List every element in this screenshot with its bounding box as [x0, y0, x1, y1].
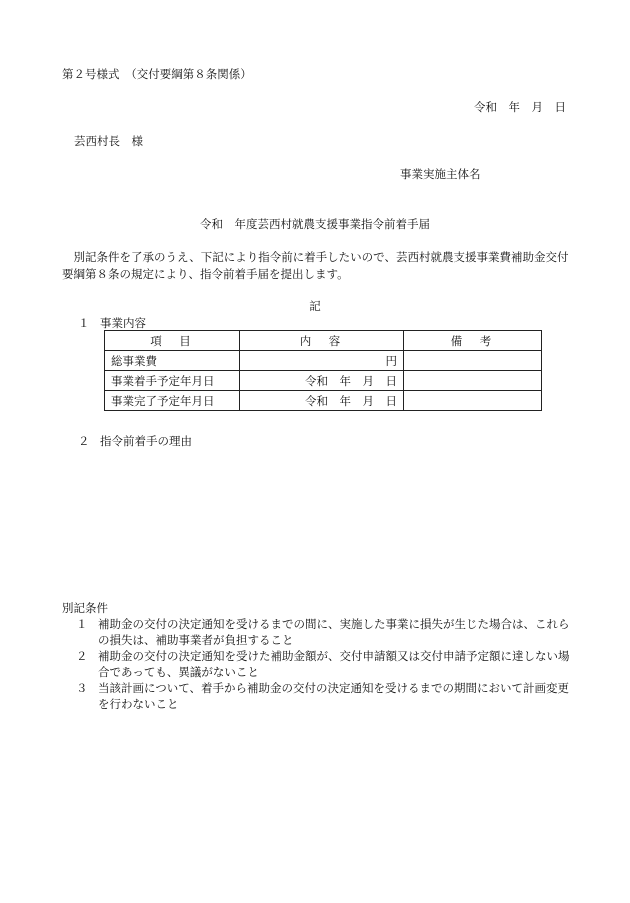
- list-item: [76, 680, 570, 712]
- condition-number: ２: [76, 649, 88, 663]
- conditions-title: 別記条件: [62, 601, 108, 615]
- row-remarks-end-date[interactable]: [404, 391, 542, 411]
- header-remarks: 備 考: [404, 331, 542, 351]
- condition-text: 当該計画について、着手から補助金の交付の決定通知を受けるまでの期間において計画変更を行わないこと: [98, 681, 570, 711]
- section-2-number: ２: [78, 434, 90, 448]
- section-2-heading: [78, 433, 192, 449]
- project-content-table: [104, 330, 542, 411]
- body-paragraph: 別記条件を了承のうえ、下記により指令前に着手したいので、芸西村就農支援事業費補助金交付要綱第８条の規定により、指令前着手届を提出します。: [62, 250, 569, 281]
- list-item: [76, 648, 570, 680]
- section-1-label: 事業内容: [100, 316, 146, 330]
- section-1-heading: [78, 315, 146, 331]
- row-item-end-date: 事業完了予定年月日: [105, 391, 240, 411]
- row-content-end-date[interactable]: 令和 年 月 日: [240, 391, 404, 411]
- header-item: 項 目: [105, 331, 240, 351]
- condition-number: ３: [76, 681, 88, 695]
- submission-date: 令和 年 月 日: [474, 100, 566, 114]
- document-title: 令和 年度芸西村就農支援事業指令前着手届: [200, 217, 430, 231]
- condition-text: 補助金の交付の決定通知を受けた補助金額が、交付申請額又は交付申請予定額に達しない場合であっても、異議がないこと: [98, 649, 570, 679]
- row-remarks-start-date[interactable]: [404, 371, 542, 391]
- table-row: [105, 351, 542, 371]
- table-header-row: [105, 331, 542, 351]
- table-row: [105, 391, 542, 411]
- condition-number: １: [76, 617, 88, 631]
- addressee: 芸西村長 様: [74, 134, 143, 148]
- row-item-total-cost: 総事業費: [105, 351, 240, 371]
- row-content-total-cost[interactable]: 円: [240, 351, 404, 371]
- section-1-number: １: [78, 316, 90, 330]
- applicant-label: 事業実施主体名: [400, 167, 481, 181]
- row-item-start-date: 事業着手予定年月日: [105, 371, 240, 391]
- list-item: [76, 616, 570, 648]
- table-row: [105, 371, 542, 391]
- section-2-label: 指令前着手の理由: [100, 434, 192, 448]
- row-remarks-total-cost[interactable]: [404, 351, 542, 371]
- conditions-list: [76, 616, 570, 712]
- header-content: 内 容: [240, 331, 404, 351]
- form-number: 第２号様式 （交付要綱第８条関係）: [62, 67, 252, 81]
- row-content-start-date[interactable]: 令和 年 月 日: [240, 371, 404, 391]
- ki-heading: 記: [309, 299, 321, 313]
- condition-text: 補助金の交付の決定通知を受けるまでの間に、実施した事業に損失が生じた場合は、これらの損失は、補助事業者が負担すること: [98, 617, 570, 647]
